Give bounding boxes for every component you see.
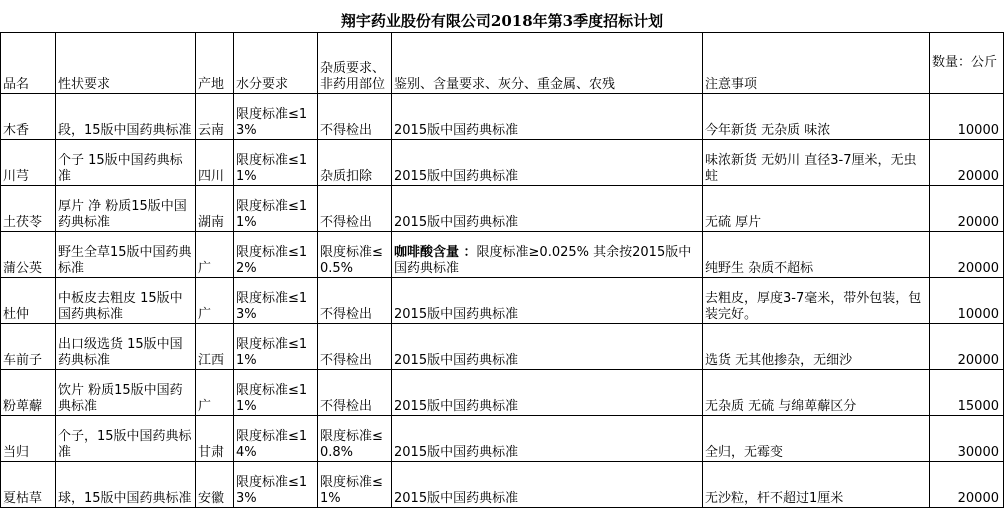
cell-name[interactable]: 粉萆薢 [1, 370, 56, 416]
cell-moisture[interactable]: 限度标准≤14% [234, 416, 318, 462]
cell-trait[interactable]: 中板皮去粗皮 15版中国药典标准 [56, 278, 196, 324]
cell-notes[interactable]: 今年新货 无杂质 味浓 [703, 94, 930, 140]
cell-trait[interactable]: 个子 15版中国药典标准 [56, 140, 196, 186]
col-header-name[interactable]: 品名 [1, 33, 56, 94]
cell-name[interactable]: 当归 [1, 416, 56, 462]
cell-identification[interactable]: 2015版中国药典标准 [392, 370, 703, 416]
identification-text: 限度标准≥0.025% 其余按2015版中国药典标准 [394, 245, 692, 276]
cell-name[interactable]: 车前子 [1, 324, 56, 370]
procurement-table [0, 32, 1004, 508]
cell-notes[interactable]: 去粗皮，厚度3-7毫米，带外包装，包装完好。 [703, 278, 930, 324]
cell-trait[interactable]: 饮片 粉质15版中国药典标准 [56, 370, 196, 416]
cell-moisture[interactable]: 限度标准≤11% [234, 140, 318, 186]
cell-trait[interactable]: 球，15版中国药典标准 [56, 462, 196, 508]
cell-quantity[interactable]: 20000 [930, 140, 1004, 186]
cell-impurity[interactable]: 杂质扣除 [318, 140, 392, 186]
col-header-impurity[interactable]: 杂质要求、非药用部位 [318, 33, 392, 94]
col-header-identification[interactable]: 鉴别、含量要求、灰分、重金属、农残 [392, 33, 703, 94]
cell-moisture[interactable]: 限度标准≤13% [234, 94, 318, 140]
cell-origin[interactable]: 云南 [196, 94, 234, 140]
cell-origin[interactable]: 安徽 [196, 462, 234, 508]
col-header-trait[interactable]: 性状要求 [56, 33, 196, 94]
cell-origin[interactable]: 广 [196, 278, 234, 324]
cell-moisture[interactable]: 限度标准≤11% [234, 370, 318, 416]
cell-notes[interactable]: 纯野生 杂质不超标 [703, 232, 930, 278]
cell-origin[interactable]: 四川 [196, 140, 234, 186]
cell-impurity[interactable]: 限度标准≤0.5% [318, 232, 392, 278]
table-row [1, 370, 1004, 416]
cell-origin[interactable]: 广 [196, 232, 234, 278]
cell-origin[interactable]: 江西 [196, 324, 234, 370]
table-row [1, 462, 1004, 508]
cell-impurity[interactable]: 不得检出 [318, 278, 392, 324]
table-row [1, 186, 1004, 232]
cell-origin[interactable]: 甘肃 [196, 416, 234, 462]
sheet-title: 翔宇药业股份有限公司2018年第3季度招标计划 [340, 12, 664, 30]
cell-moisture[interactable]: 限度标准≤12% [234, 232, 318, 278]
viewport-edge [0, 516, 1004, 520]
cell-notes[interactable]: 无杂质 无硫 与绵萆薢区分 [703, 370, 930, 416]
table-row [1, 140, 1004, 186]
identification-lead: 咖啡酸含量 ： [394, 245, 477, 260]
cell-identification[interactable]: 2015版中国药典标准 [392, 140, 703, 186]
cell-name[interactable]: 蒲公英 [1, 232, 56, 278]
cell-trait[interactable]: 出口级选货 15版中国药典标准 [56, 324, 196, 370]
cell-name[interactable]: 夏枯草 [1, 462, 56, 508]
cell-quantity[interactable]: 10000 [930, 278, 1004, 324]
col-header-origin[interactable]: 产地 [196, 33, 234, 94]
cell-identification[interactable]: 2015版中国药典标准 [392, 462, 703, 508]
cell-moisture[interactable]: 限度标准≤13% [234, 278, 318, 324]
cell-quantity[interactable]: 20000 [930, 232, 1004, 278]
cell-trait[interactable]: 野生全草15版中国药典标准 [56, 232, 196, 278]
table-row [1, 278, 1004, 324]
cell-name[interactable]: 土茯苓 [1, 186, 56, 232]
table-row [1, 324, 1004, 370]
cell-trait[interactable]: 段，15版中国药典标准 [56, 94, 196, 140]
cell-impurity[interactable]: 不得检出 [318, 324, 392, 370]
cell-impurity[interactable]: 不得检出 [318, 370, 392, 416]
cell-impurity[interactable]: 限度标准≤1% [318, 462, 392, 508]
cell-quantity[interactable]: 30000 [930, 416, 1004, 462]
cell-notes[interactable]: 味浓新货 无奶川 直径3-7厘米，无虫蛀 [703, 140, 930, 186]
cell-identification[interactable] [392, 232, 703, 278]
cell-identification[interactable]: 2015版中国药典标准 [392, 278, 703, 324]
cell-moisture[interactable]: 限度标准≤11% [234, 324, 318, 370]
col-header-quantity[interactable]: 数量：公斤 [930, 33, 1004, 94]
cell-identification[interactable]: 2015版中国药典标准 [392, 324, 703, 370]
cell-name[interactable]: 杜仲 [1, 278, 56, 324]
cell-notes[interactable]: 选货 无其他掺杂，无细沙 [703, 324, 930, 370]
header-row [1, 33, 1004, 94]
col-header-moisture[interactable]: 水分要求 [234, 33, 318, 94]
cell-quantity[interactable]: 15000 [930, 370, 1004, 416]
cell-origin[interactable]: 湖南 [196, 186, 234, 232]
table-row [1, 416, 1004, 462]
cell-quantity[interactable]: 20000 [930, 462, 1004, 508]
cell-identification[interactable]: 2015版中国药典标准 [392, 186, 703, 232]
cell-moisture[interactable]: 限度标准≤11% [234, 186, 318, 232]
cell-quantity[interactable]: 20000 [930, 186, 1004, 232]
cell-name[interactable]: 川芎 [1, 140, 56, 186]
cell-impurity[interactable]: 限度标准≤0.8% [318, 416, 392, 462]
cell-identification[interactable]: 2015版中国药典标准 [392, 416, 703, 462]
cell-impurity[interactable]: 不得检出 [318, 186, 392, 232]
cell-quantity[interactable]: 20000 [930, 324, 1004, 370]
table-row [1, 94, 1004, 140]
table-row [1, 232, 1004, 278]
cell-notes[interactable]: 全归，无霉变 [703, 416, 930, 462]
col-header-notes[interactable]: 注意事项 [703, 33, 930, 94]
cell-identification[interactable]: 2015版中国药典标准 [392, 94, 703, 140]
cell-impurity[interactable]: 不得检出 [318, 94, 392, 140]
cell-quantity[interactable]: 10000 [930, 94, 1004, 140]
cell-name[interactable]: 木香 [1, 94, 56, 140]
cell-notes[interactable]: 无硫 厚片 [703, 186, 930, 232]
cell-moisture[interactable]: 限度标准≤13% [234, 462, 318, 508]
cell-notes[interactable]: 无沙粒，杆不超过1厘米 [703, 462, 930, 508]
cell-trait[interactable]: 厚片 净 粉质15版中国药典标准 [56, 186, 196, 232]
cell-trait[interactable]: 个子，15版中国药典标准 [56, 416, 196, 462]
cell-origin[interactable]: 广 [196, 370, 234, 416]
